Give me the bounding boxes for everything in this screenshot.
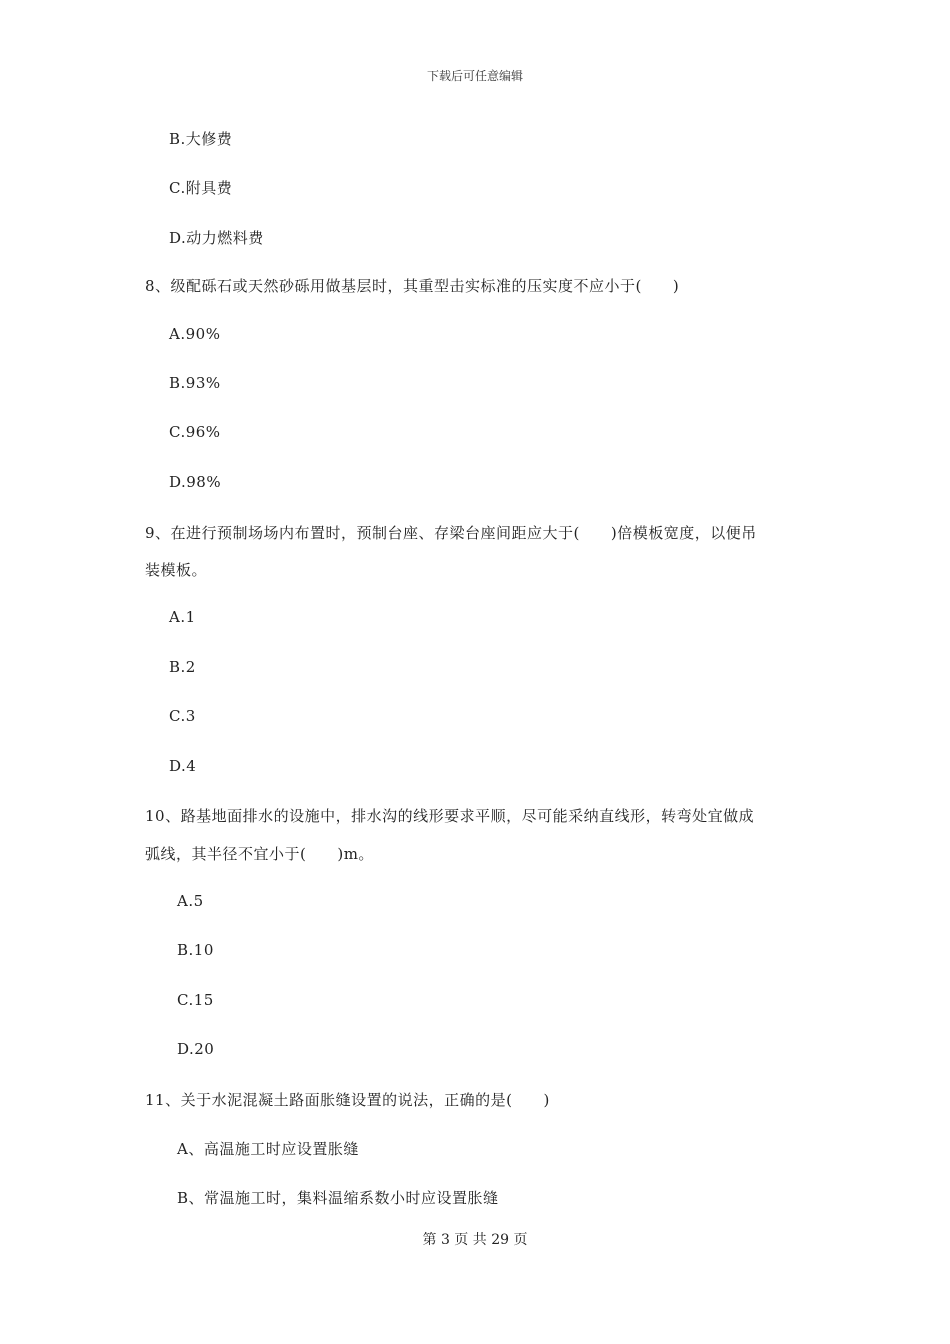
question-10-line2: 弧线，其半径不宜小于( )m。 xyxy=(145,845,374,863)
option-9d: D.4 xyxy=(169,757,197,775)
question-10-line1: 10、路基地面排水的设施中，排水沟的线形要求平顺，尽可能采纳直线形，转弯处宜做成 xyxy=(145,807,755,825)
option-7b: B.大修费 xyxy=(169,130,233,148)
option-9b: B.2 xyxy=(169,658,196,676)
option-7c: C.附具费 xyxy=(169,179,233,197)
option-10a: A.5 xyxy=(177,892,204,910)
option-10b: B.10 xyxy=(177,941,214,959)
option-7d: D.动力燃料费 xyxy=(169,229,264,247)
question-9-line2: 装模板。 xyxy=(145,561,208,579)
question-9-line1: 9、在进行预制场场内布置时，预制台座、存梁台座间距应大于( )倍模板宽度，以便吊 xyxy=(145,524,757,542)
option-9a: A.1 xyxy=(169,608,196,626)
question-11: 11、关于水泥混凝土路面胀缝设置的说法，正确的是( ) xyxy=(145,1091,550,1109)
page-header: 下载后可任意编辑 xyxy=(426,69,523,83)
option-8a: A.90% xyxy=(169,325,221,343)
option-11a: A、高温施工时应设置胀缝 xyxy=(177,1140,359,1158)
option-10c: C.15 xyxy=(177,991,214,1009)
option-11b: B、常温施工时，集料温缩系数小时应设置胀缝 xyxy=(177,1189,499,1207)
option-10d: D.20 xyxy=(177,1040,215,1058)
question-8: 8、级配砾石或天然砂砾用做基层时，其重型击实标准的压实度不应小于( ) xyxy=(145,277,680,295)
option-8c: C.96% xyxy=(169,423,221,441)
option-8b: B.93% xyxy=(169,374,221,392)
option-9c: C.3 xyxy=(169,707,196,725)
option-8d: D.98% xyxy=(169,473,222,491)
page-footer: 第 3 页 共 29 页 xyxy=(422,1232,528,1248)
